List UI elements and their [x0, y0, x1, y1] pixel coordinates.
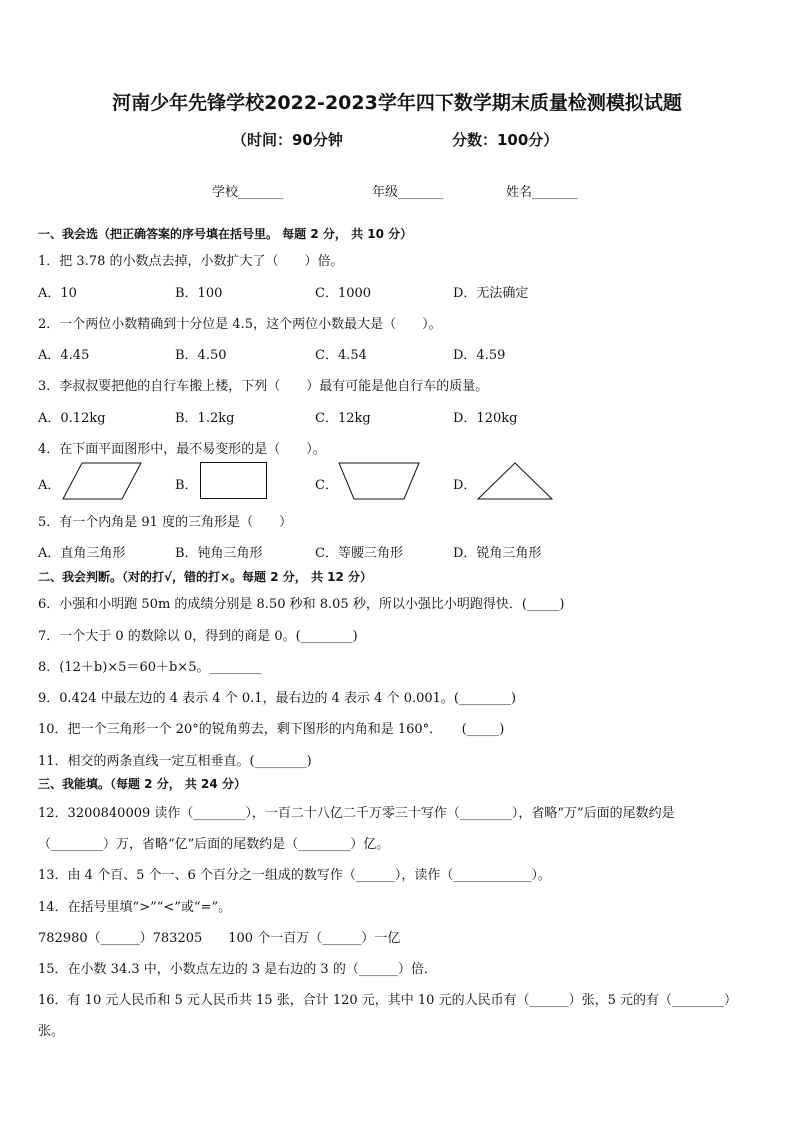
page-title: 河南少年先锋学校2022-2023学年四下数学期末质量检测模拟试题: [112, 92, 682, 114]
question-5: 5．有一个内角是 91 度的三角形是（ ）: [38, 515, 293, 530]
question-10: 10．把一个三角形一个 20°的锐角剪去，剩下图形的内角和是 160°． (_____): [38, 722, 505, 737]
q2-option-b: B．4.50: [175, 348, 227, 363]
question-2: 2．一个两位小数精确到十分位是 4.5，这个两位小数最大是（ ）。: [38, 317, 442, 332]
section-heading-1: 一、我会选（把正确答案的序号填在括号里。 每题 2 分， 共 10 分）: [38, 227, 413, 241]
question-16-line-1: 16．有 10 元人民币和 5 元人民币共 15 张，合计 120 元，其中 10 元的人民币有（______）张，5 元的有（________）: [38, 993, 737, 1008]
section-heading-3: 三、我能填。（每题 2 分， 共 24 分）: [38, 777, 246, 791]
question-12-line-2: （________）万，省略“亿”后面的尾数约是（________）亿。: [38, 837, 390, 852]
triangle-shape: [477, 462, 553, 500]
exam-time: （时间：90分钟: [232, 131, 343, 149]
question-15: 15．在小数 34.3 中，小数点左边的 3 是右边的 3 的（______）倍．: [38, 962, 437, 977]
q3-option-c: C．12kg: [315, 411, 371, 426]
question-8: 8．(12＋b)×5＝60＋b×5。________: [38, 660, 262, 675]
question-11: 11．相交的两条直线一定互相垂直。(________): [38, 754, 312, 769]
q5-option-a: A．直角三角形: [38, 546, 126, 561]
question-12-line-1: 12．3200840009 读作（________），一百二十八亿二千万零三十写作（________），省略“万”后面的尾数约是: [38, 806, 675, 821]
q3-option-a: A．0.12kg: [38, 411, 106, 426]
parallelogram-shape: [62, 462, 142, 500]
rectangle-shape: [200, 462, 268, 500]
q1-option-b: B．100: [175, 286, 223, 301]
question-9: 9．0.424 中最左边的 4 表示 4 个 0.1，最右边的 4 表示 4 个 0.001。(________): [38, 691, 517, 706]
name-field: 姓名_______: [506, 185, 578, 200]
q2-option-c: C．4.54: [315, 348, 367, 363]
q4-option-a: A．: [38, 478, 61, 493]
q5-option-b: B．钝角三角形: [175, 546, 263, 561]
trapezoid-shape: [338, 462, 420, 500]
q4-option-d: D．: [453, 478, 477, 493]
section-heading-2: 二、我会判断。（对的打√，错的打×。每题 2 分， 共 12 分）: [38, 570, 372, 584]
question-7: 7．一个大于 0 的数除以 0，得到的商是 0。(________): [38, 629, 358, 644]
question-14-line-1: 14．在括号里填“>”“<”或“=”。: [38, 900, 232, 915]
q1-option-c: C．1000: [315, 286, 372, 301]
q5-option-d: D．锐角三角形: [453, 546, 542, 561]
school-field: 学校_______: [212, 185, 284, 200]
q1-option-a: A．10: [38, 286, 77, 301]
q4-option-b: B．: [175, 478, 198, 493]
q5-option-c: C．等腰三角形: [315, 546, 403, 561]
q1-option-d: D．无法确定: [453, 286, 529, 301]
question-13: 13．由 4 个百、5 个一、6 个百分之一组成的数写作（______），读作（____________）。: [38, 868, 551, 883]
q4-option-c: C．: [315, 478, 338, 493]
q2-option-a: A．4.45: [38, 348, 90, 363]
grade-field: 年级_______: [372, 185, 444, 200]
question-6: 6．小强和小明跑 50m 的成绩分别是 8.50 秒和 8.05 秒，所以小强比小明跑得快．(_____): [38, 597, 565, 612]
exam-score: 分数：100分）: [452, 131, 559, 149]
q3-option-b: B．1.2kg: [175, 411, 235, 426]
question-14-line-2: 782980（______）783205 100 个一百万（______）一亿: [38, 931, 401, 946]
question-16-line-2: 张。: [38, 1024, 65, 1039]
q2-option-d: D．4.59: [453, 348, 506, 363]
question-1: 1．把 3.78 的小数点去掉，小数扩大了（ ）倍。: [38, 254, 344, 269]
question-3: 3．李叔叔要把他的自行车搬上楼，下列（ ）最有可能是他自行车的质量。: [38, 379, 489, 394]
q3-option-d: D．120kg: [453, 411, 518, 426]
question-4: 4．在下面平面图形中，最不易变形的是（ ）。: [38, 442, 326, 457]
